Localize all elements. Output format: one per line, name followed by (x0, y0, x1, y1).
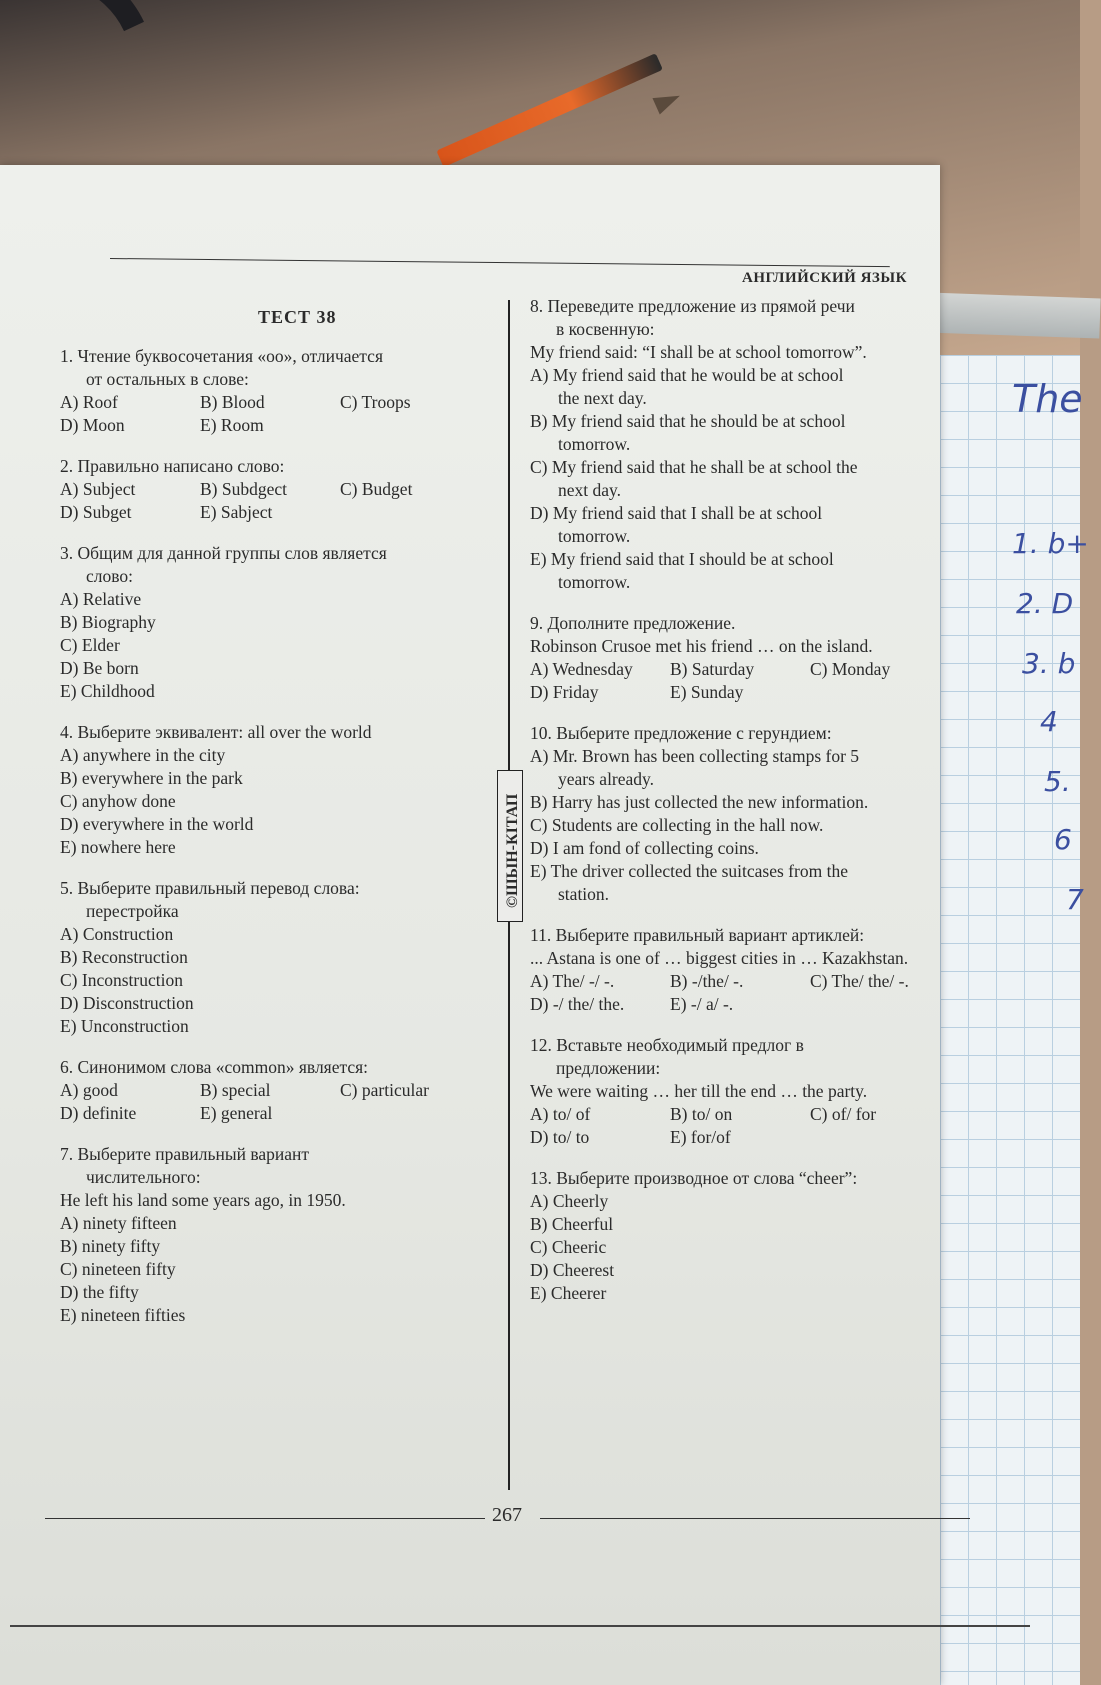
answer-option (340, 414, 480, 437)
page-number: 267 (492, 1504, 522, 1526)
answer-option: D) I am fond of collecting coins. (530, 838, 759, 858)
answer-option: B) Reconstruction (60, 947, 188, 967)
question-block (60, 877, 500, 1038)
options-grid (530, 1103, 940, 1149)
question-title: 12. Вставьте необходимый предлог в (530, 1035, 804, 1055)
answer-option: E) Childhood (60, 681, 155, 701)
question-stem: Robinson Crusoe met his friend … on the island. (530, 636, 873, 656)
answer-option: A) good (60, 1080, 118, 1100)
question-title-cont: предложении: (556, 1058, 661, 1078)
answer-option (340, 1102, 480, 1125)
notebook-note: 2. D (1016, 587, 1074, 620)
answer-option: C) Cheeric (530, 1237, 607, 1257)
answer-option: B) Biography (60, 612, 156, 632)
answer-option: D) definite (60, 1103, 137, 1123)
answer-option: B) My friend said that he should be at school (530, 411, 846, 431)
question-title: 9. Дополните предложение. (530, 613, 736, 633)
question-title-cont: в косвенную: (556, 319, 655, 339)
answer-option: A) Roof (60, 392, 118, 412)
question-title: 3. Общим для данной группы слов является (60, 543, 387, 563)
answer-option: B) Blood (200, 392, 265, 412)
answer-option: D) the fifty (60, 1282, 139, 1302)
question-title: 1. Чтение буквосочетания «оо», отличается (60, 346, 383, 366)
options-grid (530, 658, 940, 704)
answer-option: C) Students are collecting in the hall now. (530, 815, 824, 835)
answer-option: B) Harry has just collected the new information. (530, 792, 869, 812)
notebook-note: 3. b (1022, 647, 1076, 680)
question-block (60, 1143, 500, 1327)
answer-option: A) Cheerly (530, 1191, 609, 1211)
question-title-cont: слово: (86, 566, 134, 586)
answer-option: B) Cheerful (530, 1214, 614, 1234)
publisher-stamp (497, 770, 523, 922)
question-block (530, 1167, 940, 1305)
answer-option: B) Subdgect (200, 479, 288, 499)
answer-option: B) everywhere in the park (60, 768, 243, 788)
answer-option: B) -/the/ -. (670, 971, 744, 991)
answer-option: C) Budget (340, 479, 413, 499)
answer-option: E) Room (200, 415, 264, 435)
answer-option: E) Sunday (670, 682, 744, 702)
bottom-rule (10, 1625, 1030, 1627)
answer-option: D) Friday (530, 682, 599, 702)
footer-rule (540, 1518, 970, 1519)
answer-option: C) Troops (340, 392, 411, 412)
answer-option: E) for/of (670, 1127, 731, 1147)
question-block (60, 542, 500, 703)
question-block (60, 455, 500, 524)
answer-option: A) The/ -/ -. (530, 971, 615, 991)
answer-option: B) to/ on (670, 1104, 733, 1124)
answer-option: A) Construction (60, 924, 174, 944)
test-title: ТЕСТ 38 (258, 307, 337, 327)
answer-option: C) particular (340, 1080, 429, 1100)
question-title: 5. Выберите правильный перевод слова: (60, 878, 360, 898)
answer-option: E) nowhere here (60, 837, 176, 857)
notebook-note: 6 (1054, 823, 1072, 856)
right-column (530, 295, 940, 1323)
options-grid (530, 970, 940, 1016)
question-stem: ... Astana is one of … biggest cities in … Kazakhstan. (530, 948, 909, 968)
answer-option-cont: station. (558, 884, 610, 904)
question-block (530, 1034, 940, 1149)
question-title: 4. Выберите эквивалент: all over the world (60, 722, 372, 742)
options-grid (60, 1079, 500, 1125)
notebook-note: 4 (1040, 705, 1058, 738)
answer-option: C) Inconstruction (60, 970, 183, 990)
answer-option: C) of/ for (810, 1104, 877, 1124)
answer-option: C) My friend said that he shall be at school the (530, 457, 858, 477)
answer-option-cont: years already. (558, 769, 655, 789)
answer-option: D) Moon (60, 415, 125, 435)
answer-option: E) My friend said that I should be at school (530, 549, 834, 569)
answer-option: C) Monday (810, 659, 891, 679)
answer-option: A) Subject (60, 479, 136, 499)
question-title: 10. Выберите предложение с герундием: (530, 723, 832, 743)
answer-option: D) Disconstruction (60, 993, 194, 1013)
question-block (60, 345, 500, 437)
notebook-note: 1. b+ (1012, 527, 1089, 560)
answer-option: E) Sabject (200, 502, 273, 522)
answer-option: B) Saturday (670, 659, 755, 679)
answer-option: A) to/ of (530, 1104, 591, 1124)
question-stem: We were waiting … her till the end … the party. (530, 1081, 868, 1101)
answer-option: D) My friend said that I shall be at school (530, 503, 823, 523)
answer-option-cont: tomorrow. (558, 526, 631, 546)
answer-option: A) My friend said that he would be at school (530, 365, 844, 385)
answer-option: E) Cheerer (530, 1283, 607, 1303)
answer-option-cont: tomorrow. (558, 434, 631, 454)
publisher-stamp-text: ©ШЫН-КІТАП (504, 793, 521, 908)
notebook-note: 7 (1066, 883, 1084, 916)
question-stem: He left his land some years ago, in 1950. (60, 1190, 346, 1210)
question-title: 11. Выберите правильный вариант артиклей: (530, 925, 865, 945)
question-block (60, 721, 500, 859)
answer-option: C) Elder (60, 635, 120, 655)
answer-option (340, 501, 480, 524)
question-title: 6. Синонимом слова «common» является: (60, 1057, 369, 1077)
answer-option: E) nineteen fifties (60, 1305, 186, 1325)
answer-option: D) Be born (60, 658, 139, 678)
question-title-cont: перестройка (86, 901, 179, 921)
answer-option: B) ninety fifty (60, 1236, 161, 1256)
question-title: 2. Правильно написано слово: (60, 456, 285, 476)
answer-option: A) ninety fifteen (60, 1213, 177, 1233)
notebook (940, 355, 1089, 1685)
answer-option: B) special (200, 1080, 271, 1100)
answer-option (810, 681, 950, 704)
answer-option: E) -/ a/ -. (670, 994, 734, 1014)
answer-option (810, 1126, 950, 1149)
answer-option: A) anywhere in the city (60, 745, 226, 765)
answer-option: E) general (200, 1103, 273, 1123)
question-block (60, 1056, 500, 1125)
answer-option: D) everywhere in the world (60, 814, 254, 834)
question-title-cont: числительного: (86, 1167, 201, 1187)
answer-option: A) Wednesday (530, 659, 633, 679)
answer-option: D) Subget (60, 502, 132, 522)
question-block (530, 295, 940, 594)
answer-option-cont: tomorrow. (558, 572, 631, 592)
answer-option: C) The/ the/ -. (810, 971, 909, 991)
answer-option: A) Mr. Brown has been collecting stamps for 5 (530, 746, 860, 766)
notebook-note: 5. (1044, 765, 1071, 798)
answer-option: E) Unconstruction (60, 1016, 189, 1036)
answer-option: D) Cheerest (530, 1260, 615, 1280)
answer-option: C) nineteen fifty (60, 1259, 176, 1279)
question-block (530, 924, 940, 1016)
answer-option-cont: next day. (558, 480, 622, 500)
question-stem: My friend said: “I shall be at school tomorrow”. (530, 342, 867, 362)
question-title: 13. Выберите производное от слова “cheer”: (530, 1168, 858, 1188)
notebook-note: The (1012, 377, 1083, 421)
answer-option: E) The driver collected the suitcases from the (530, 861, 848, 881)
question-block (530, 612, 940, 704)
answer-option (810, 993, 950, 1016)
answer-option: A) Relative (60, 589, 142, 609)
answer-option: D) to/ to (530, 1127, 590, 1147)
left-column (60, 345, 500, 1345)
footer-rule (45, 1518, 485, 1519)
question-title: 8. Переведите предложение из прямой речи (530, 296, 855, 316)
question-block (530, 722, 940, 906)
options-grid (60, 391, 500, 437)
question-title-cont: от остальных в слове: (86, 369, 249, 389)
answer-option: C) anyhow done (60, 791, 176, 811)
subject-header: АНГЛИЙСКИЙ ЯЗЫК (742, 270, 907, 286)
answer-option-cont: the next day. (558, 388, 647, 408)
answer-option: D) -/ the/ the. (530, 994, 625, 1014)
options-grid (60, 478, 500, 524)
question-title: 7. Выберите правильный вариант (60, 1144, 310, 1164)
